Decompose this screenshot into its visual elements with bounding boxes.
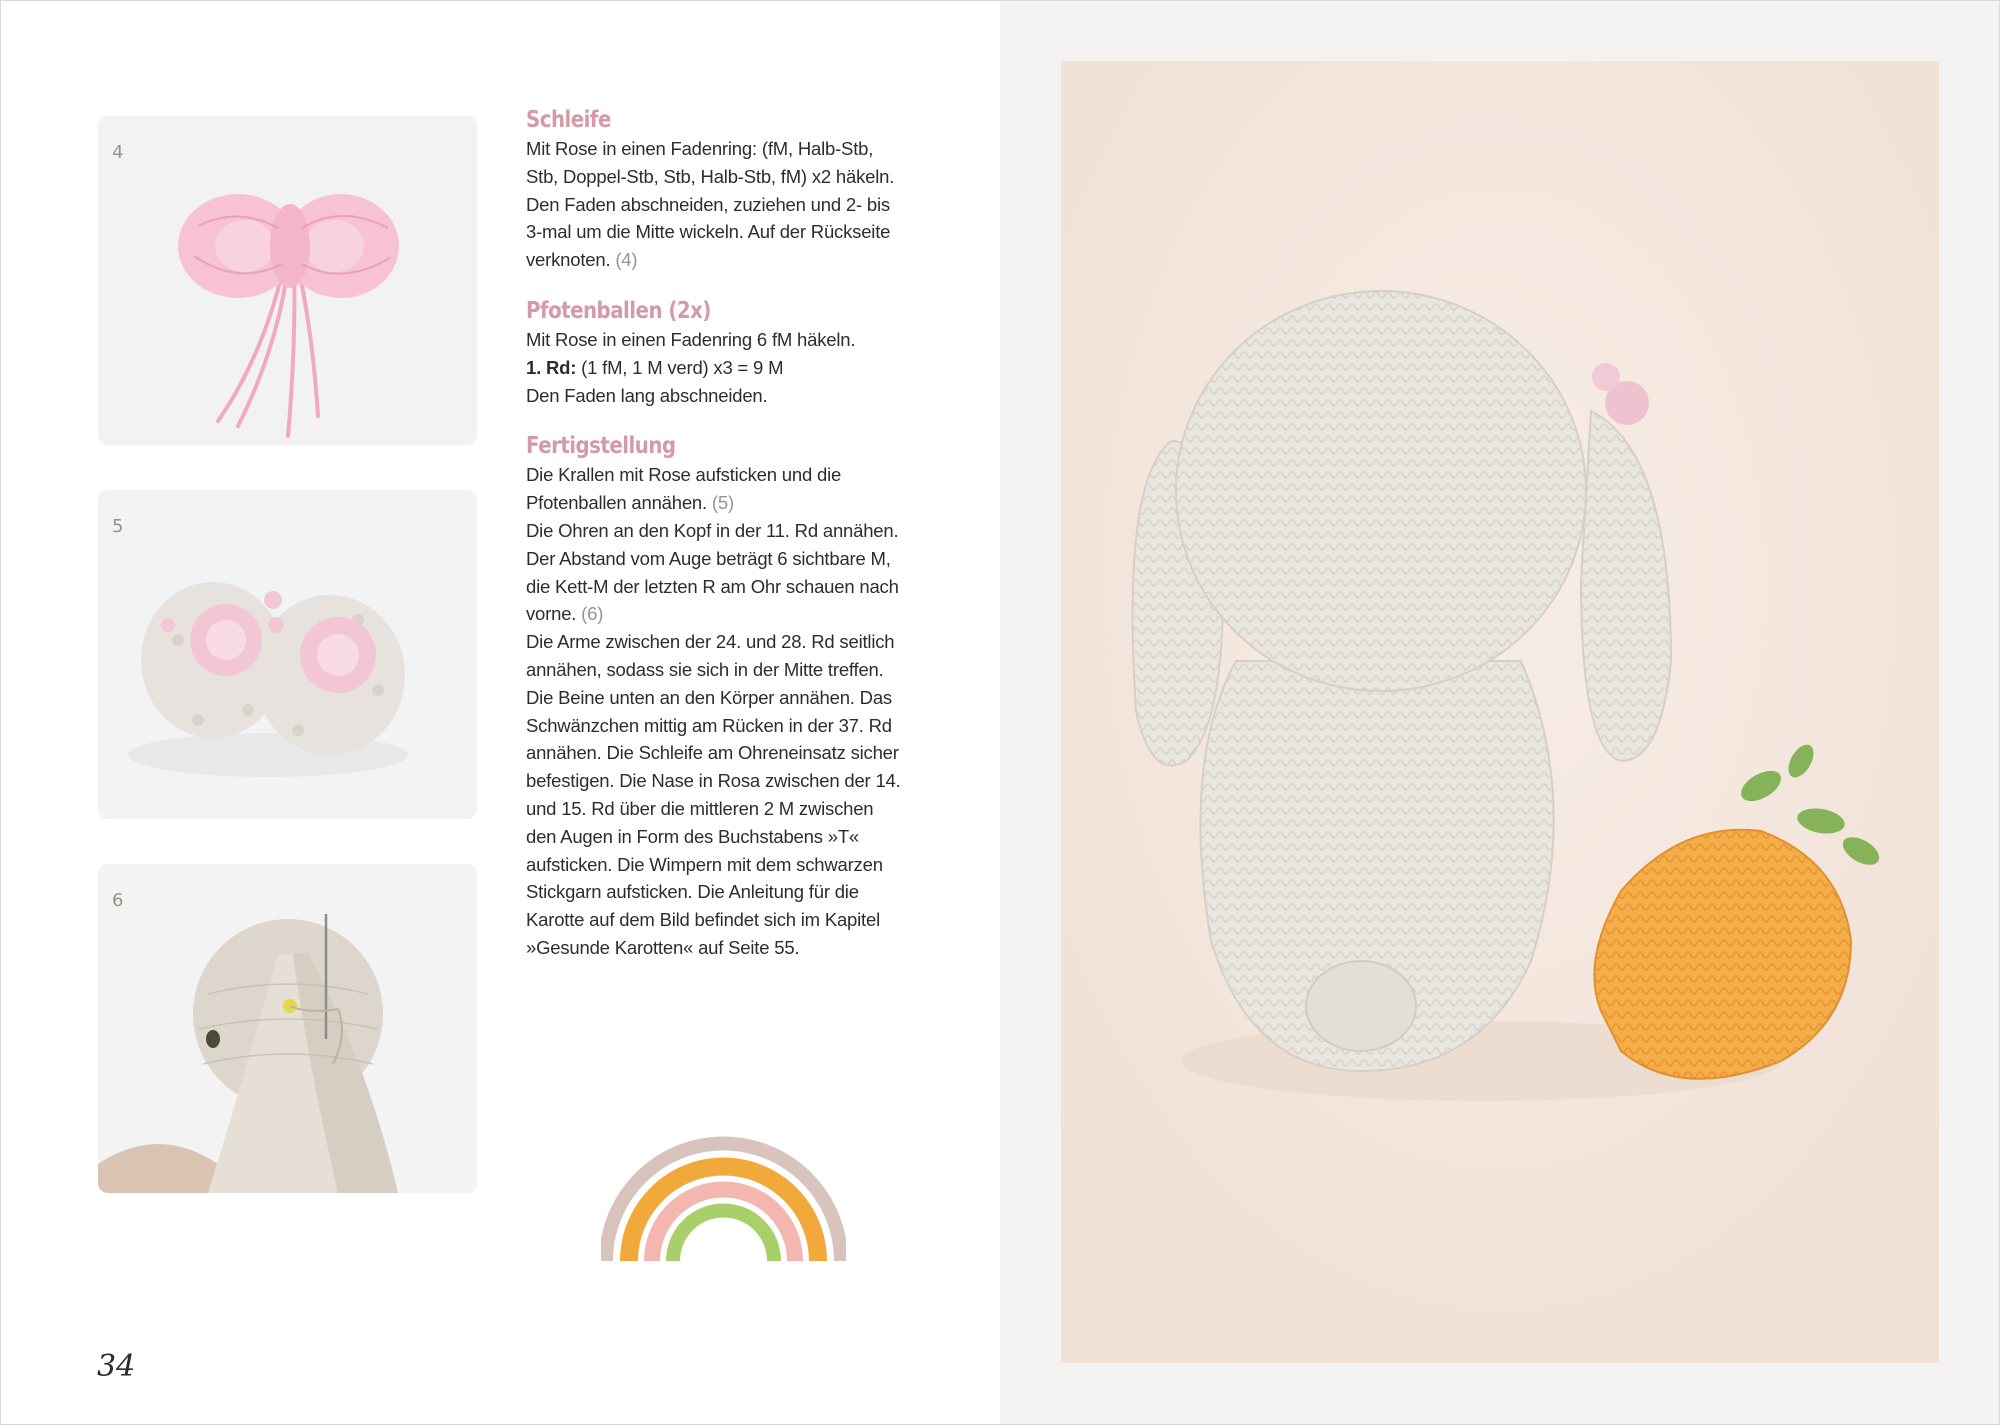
- section-title-paw: Pfotenballen (2x): [526, 297, 711, 324]
- step-number-6: 6: [112, 890, 124, 911]
- finish-p1: Die Krallen mit Rose aufsticken und die Pfotenballen annähen.: [526, 464, 842, 514]
- photo-ref-4: (4): [615, 249, 638, 271]
- instructions-column: [526, 107, 906, 986]
- paw-line-1: Mit Rose in einen Fadenring 6 fM häkeln.: [526, 328, 856, 350]
- round-label: 1. Rd:: [526, 356, 577, 378]
- section-paw: [526, 298, 906, 409]
- step-number-5: 5: [112, 516, 124, 537]
- section-text-paw: [526, 326, 906, 409]
- section-finish: [526, 433, 906, 961]
- bunny-with-carrot-photo: [1061, 61, 1939, 1363]
- round-text: (1 fM, 1 M verd) x3 = 9 M: [576, 356, 784, 378]
- section-title-bow: Schleife: [526, 107, 611, 133]
- rainbow-icon: [601, 1129, 846, 1261]
- step-number-4: 4: [112, 142, 124, 163]
- step-photo-4: [98, 116, 477, 445]
- paws-photo: [98, 490, 477, 819]
- photo-ref-5: (5): [711, 492, 734, 514]
- rainbow-green-arc: [673, 1211, 774, 1262]
- bunny-head-photo: [98, 864, 477, 1193]
- section-title-finish: Fertigstellung: [526, 433, 676, 460]
- section-text-finish: [526, 461, 906, 961]
- finish-p2: Die Ohren an den Kopf in der 11. Rd annähen. Der Abstand vom Auge beträgt 6 sichtbare M, die Kett-M der letzten R am Ohr schauen nach vorne.: [526, 519, 899, 625]
- section-text-bow: [526, 135, 906, 274]
- finish-p3: Die Arme zwischen der 24. und 28. Rd seitlich annähen, sodass sie sich in der Mitte treffen. Die Beine unten an den Körper annähen. Das Schwänzchen mittig am Rücken in der 37. Rd annähen. Die Schleife am Ohreneinsatz sicher befestigen. Die Nase in Rosa zwischen der 14. und 15. Rd über die mittleren 2 M zwischen den Augen in Form des Buchstabens »T« aufsticken. Die Wimpern mit dem schwarzen Stickgarn aufsticken. Die Anleitung für die Karotte auf dem Bild befindet sich im Kapitel »Gesunde Karotten« auf Seite 55.: [526, 631, 901, 958]
- bow-photo: [98, 116, 477, 445]
- step-photo-5: [98, 490, 477, 819]
- section-bow: [526, 107, 906, 274]
- bow-text: Mit Rose in einen Fadenring: (fM, Halb-Stb, Stb, Doppel-Stb, Stb, Halb-Stb, fM) x2 häkeln. Den Faden abschneiden, zuziehen und 2- bis 3-mal um die Mitte wickeln. Auf der Rückseite verknoten.: [526, 138, 895, 271]
- page-number: 34: [97, 1349, 136, 1384]
- photo-ref-6: (6): [581, 603, 604, 625]
- main-bunny-photo: [1061, 61, 1939, 1363]
- step-photo-6: [98, 864, 477, 1193]
- paw-line-3: Den Faden lang abschneiden.: [526, 384, 768, 406]
